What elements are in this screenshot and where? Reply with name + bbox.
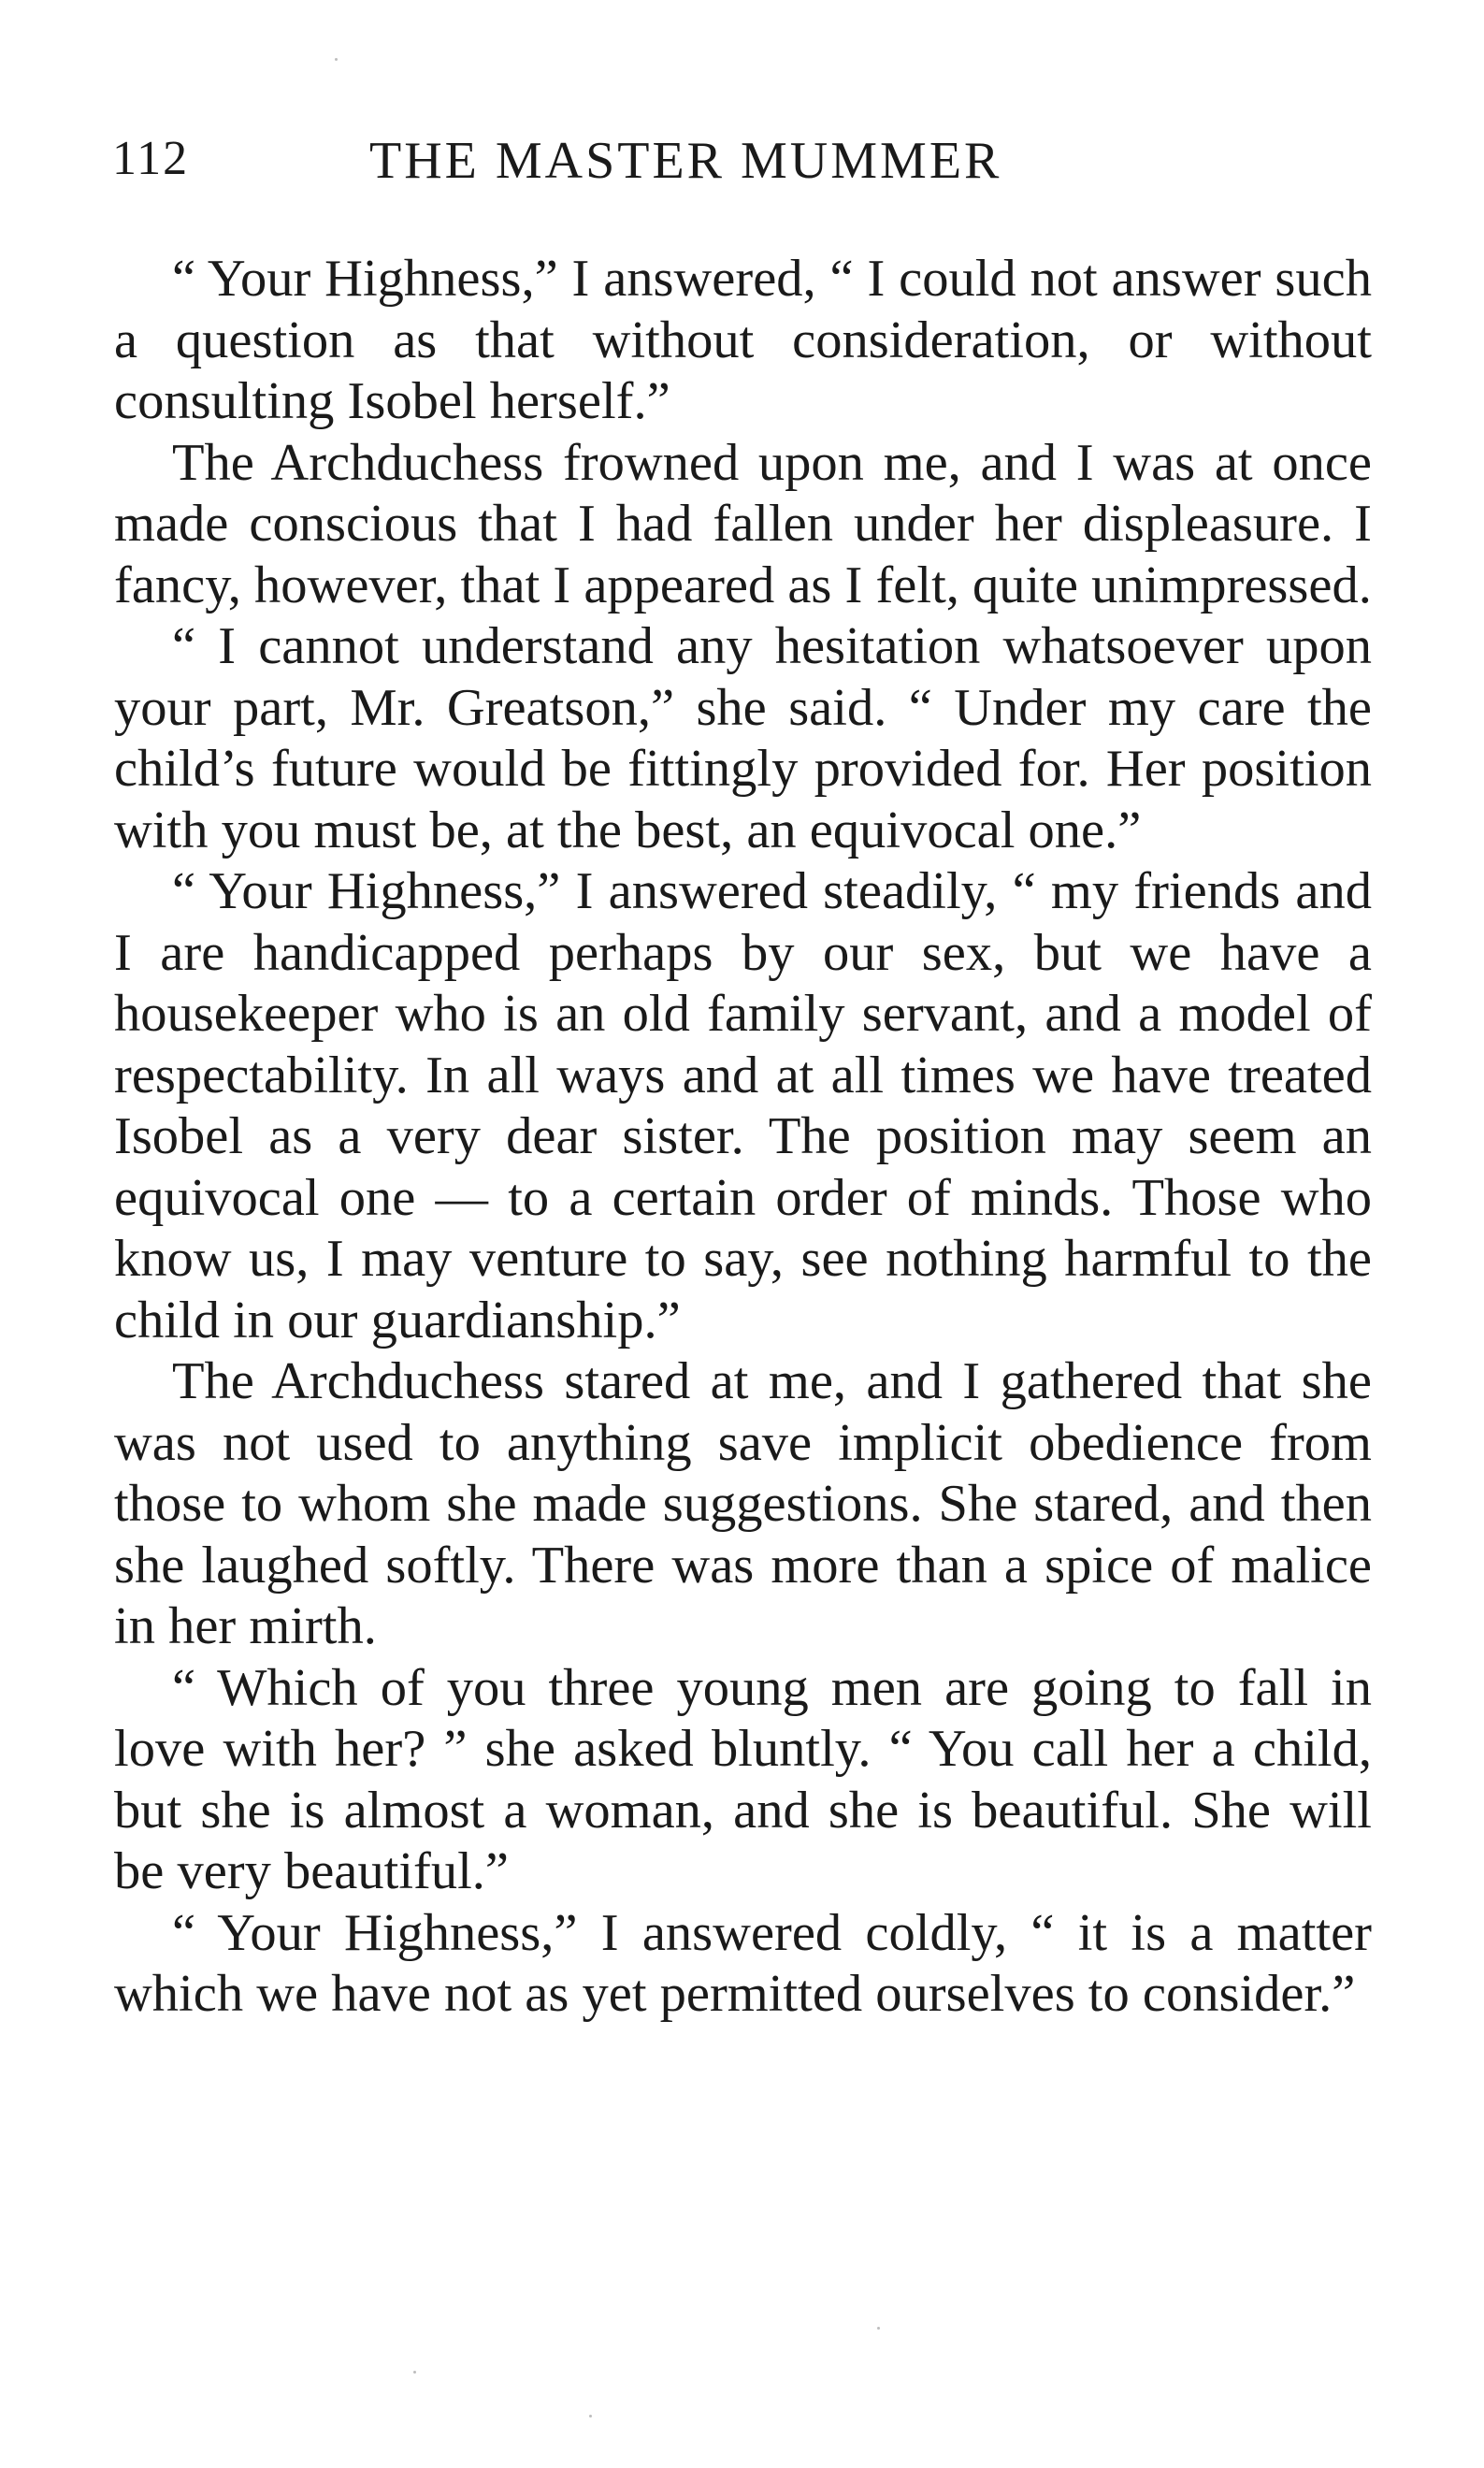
paragraph-2: The Archduchess frowned upon me, and I was at once made conscious that I had fallen under her displeasure. I fancy, however, that I appeared as I felt, quite unimpressed. [114, 433, 1372, 614]
paragraph-1: “ Your Highness,” I answered, “ I could not answer such a question as that without consideration, or without consulting Isobel herself.” [114, 250, 1372, 430]
paragraph-3: “ I cannot understand any hesitation whatsoever upon your part, Mr. Greatson,” she said. “ Under my care the child’s future would be fittingly provided for. Her position with you must be, at the best, an equivocal one.” [114, 617, 1372, 859]
paragraph-5: The Archduchess stared at me, and I gathered that she was not used to anything save implicit obedience from those to whom she made suggestions. She stared, and then she laughed softly. There was more than a spice of malice in her mirth. [114, 1352, 1372, 1655]
paragraph-6: “ Which of you three young men are going to fall in love with her? ” she asked bluntly. “ You call her a child, but she is almost a woman, and she is beautiful. She will be very beautiful.” [114, 1658, 1372, 1900]
body-text [114, 249, 1372, 2026]
paper-speck [589, 2415, 592, 2417]
running-title: THE MASTER MUMMER [369, 132, 1002, 190]
paper-speck [877, 2327, 880, 2330]
paper-speck [413, 2371, 416, 2374]
paragraph-4: “ Your Highness,” I answered steadily, “ my friends and I are handicapped perhaps by our sex, but we have a housekeeper who is an old family servant, and a model of respectability. In all ways and at all times we have treated Isobel as a very dear sister. The position may seem an equivocal one — to a certain order of minds. Those who know us, I may venture to say, see nothing harmful to the child in our guardianship.” [114, 862, 1372, 1349]
running-head [112, 131, 1365, 196]
paragraph-7: “ Your Highness,” I answered coldly, “ it is a matter which we have not as yet permitted ourselves to consider.” [114, 1903, 1372, 2023]
page-number: 112 [112, 132, 190, 185]
paper-speck [335, 58, 338, 61]
